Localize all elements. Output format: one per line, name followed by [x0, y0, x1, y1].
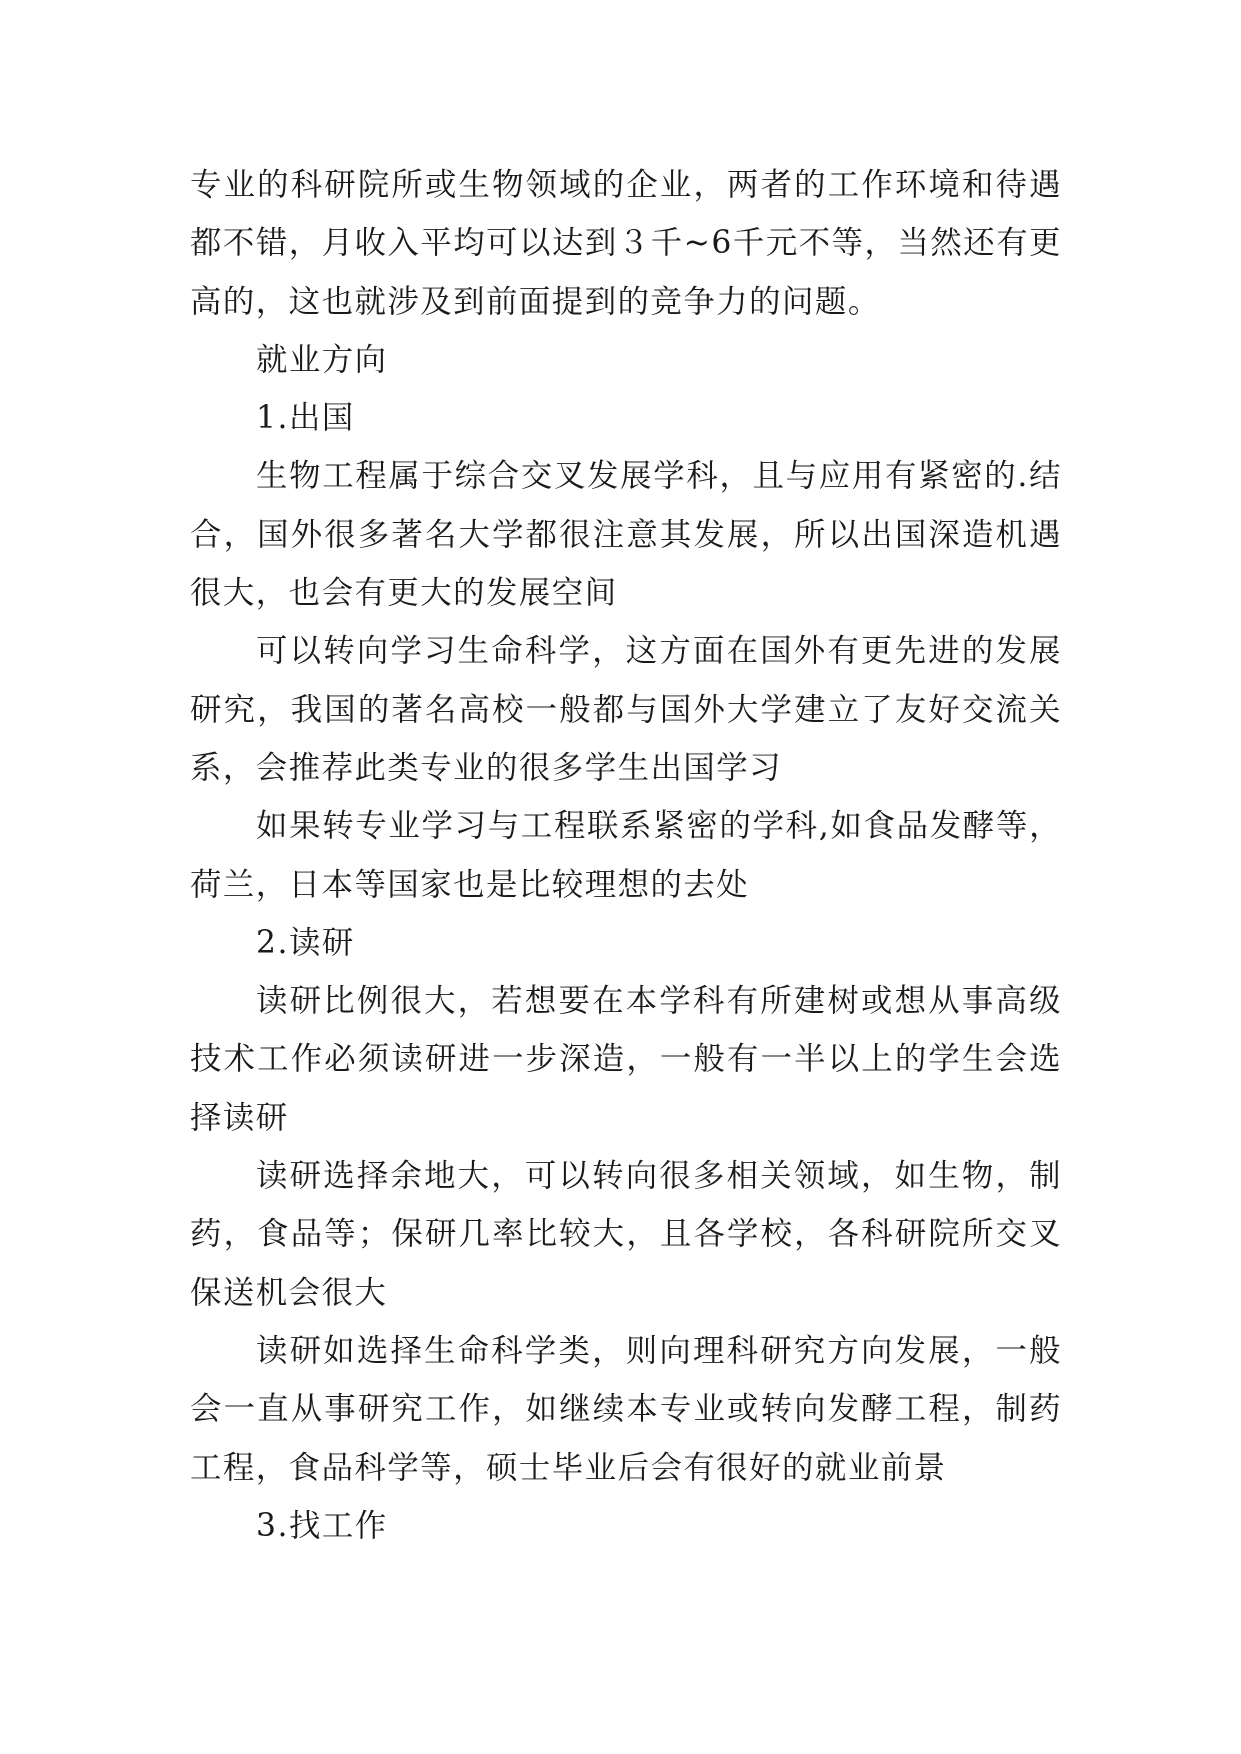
document-page [190, 156, 1062, 1555]
subheading-find-job: 3.找工作 [256, 1507, 388, 1544]
body-paragraph: 如果转专业学习与工程联系紧密的学科,如食品发酵等，荷兰，日本等国家也是比较理想的去处 [190, 808, 1062, 903]
subheading-graduate-study: 2.读研 [256, 924, 355, 961]
section-heading-career-direction: 就业方向 [256, 341, 388, 378]
body-paragraph: 生物工程属于综合交叉发展学科，且与应用有紧密的.结合，国外很多著名大学都很注意其发展，所以出国深造机遇很大，也会有更大的发展空间 [190, 458, 1062, 612]
subheading-study-abroad: 1.出国 [256, 400, 355, 437]
body-paragraph: 读研选择余地大，可以转向很多相关领域，如生物，制药，食品等；保研几率比较大，且各学校，各科研院所交叉保送机会很大 [190, 1158, 1062, 1311]
body-paragraph: 可以转向学习生命科学，这方面在国外有更先进的发展研究，我国的著名高校一般都与国外大学建立了友好交流关系，会推荐此类专业的很多学生出国学习 [190, 633, 1062, 786]
body-paragraph: 读研比例很大，若想要在本学科有所建树或想从事高级技术工作必须读研进一步深造，一般有一半以上的学生会选择读研 [190, 983, 1062, 1136]
body-paragraph: 专业的科研院所或生物领域的企业，两者的工作环境和待遇都不错，月收入平均可以达到３千~6千元不等，当然还有更高的，这也就涉及到前面提到的竞争力的问题。 [190, 167, 1062, 320]
body-paragraph: 读研如选择生命科学类，则向理科研究方向发展，一般会一直从事研究工作，如继续本专业或转向发酵工程，制药工程，食品科学等，硕士毕业后会有很好的就业前景 [190, 1332, 1062, 1486]
